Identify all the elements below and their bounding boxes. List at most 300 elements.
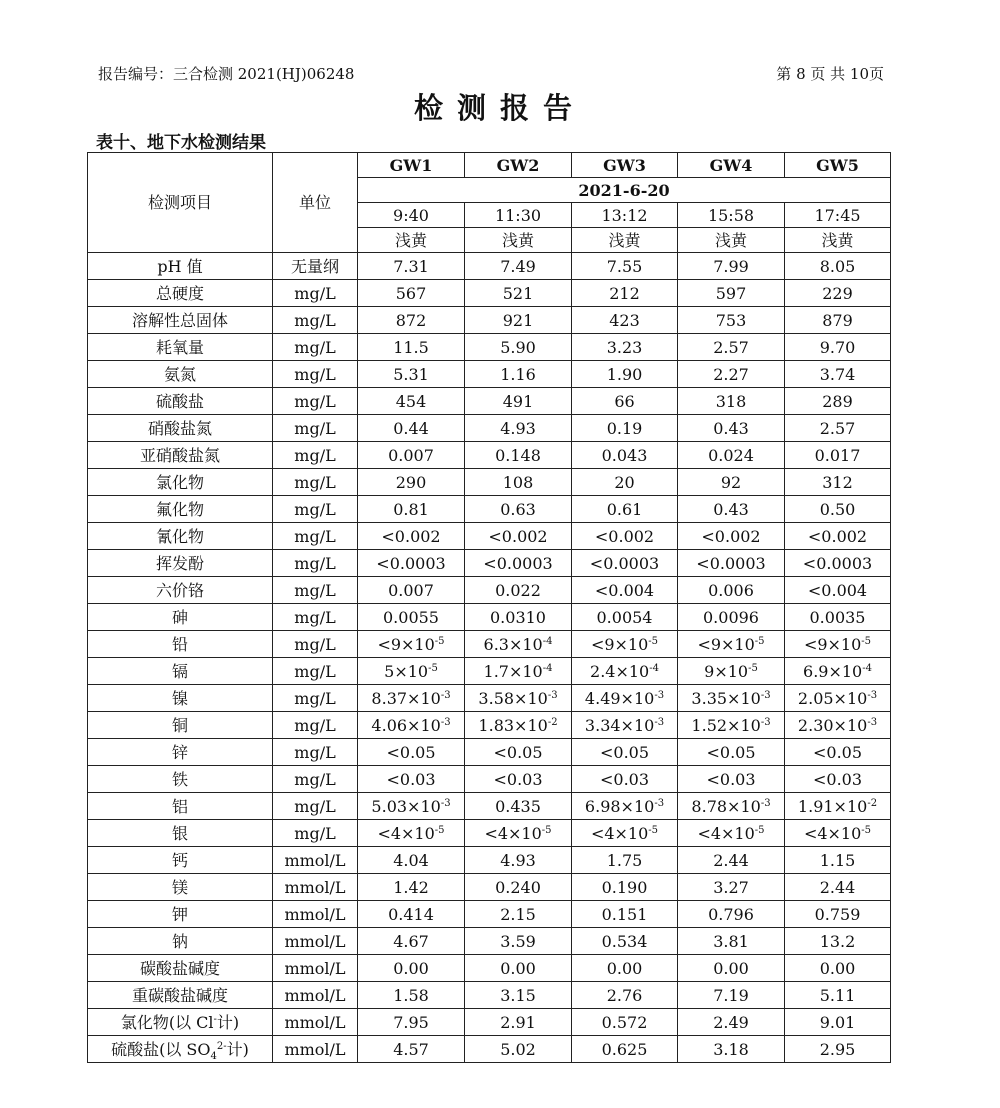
- sample-color: 浅黄: [572, 228, 678, 253]
- result-value: [678, 712, 785, 739]
- result-mantissa: <4×10: [484, 823, 542, 843]
- site-gw3: GW3: [572, 153, 678, 178]
- result-value: 753: [678, 307, 785, 334]
- table-row: [88, 280, 891, 307]
- item-name: 钾: [88, 901, 273, 928]
- result-value: 879: [785, 307, 891, 334]
- exponent: -3: [760, 689, 771, 701]
- result-value: <0.004: [785, 577, 891, 604]
- table-row: [88, 523, 891, 550]
- unit: mmol/L: [273, 874, 358, 901]
- result-value: 2.76: [572, 982, 678, 1009]
- result-mantissa: <4×10: [697, 823, 755, 843]
- result-value: [572, 820, 678, 847]
- result-value: 4.93: [465, 847, 572, 874]
- result-value: <0.002: [358, 523, 465, 550]
- unit: mg/L: [273, 658, 358, 685]
- item-name: 氨氮: [88, 361, 273, 388]
- result-value: [572, 712, 678, 739]
- result-value: <0.05: [358, 739, 465, 766]
- result-value: 7.55: [572, 253, 678, 280]
- unit: mg/L: [273, 631, 358, 658]
- table-row: [88, 253, 891, 280]
- result-value: [785, 631, 891, 658]
- result-mantissa: <4×10: [590, 823, 649, 843]
- result-mantissa: 8.78×10: [691, 796, 761, 816]
- result-value: 0.00: [572, 955, 678, 982]
- item-name: 铁: [88, 766, 273, 793]
- result-mantissa: 8.37×10: [371, 688, 441, 708]
- unit: mg/L: [273, 820, 358, 847]
- table-caption: 表十、地下水检测结果: [96, 133, 266, 153]
- groundwater-results-table: [87, 152, 891, 1063]
- exponent: -3: [654, 797, 665, 809]
- result-value: 5.11: [785, 982, 891, 1009]
- result-mantissa: 4.49×10: [584, 688, 655, 708]
- result-value: 0.017: [785, 442, 891, 469]
- result-value: 3.59: [465, 928, 572, 955]
- table-row: [88, 874, 891, 901]
- item-name: 砷: [88, 604, 273, 631]
- result-value: 2.15: [465, 901, 572, 928]
- page-number: 第 8 页 共 10页: [776, 65, 884, 83]
- result-value: [358, 631, 465, 658]
- result-mantissa: 2.4×10: [590, 661, 650, 681]
- table-row: [88, 469, 891, 496]
- result-value: <0.0003: [785, 550, 891, 577]
- result-value: [678, 685, 785, 712]
- result-value: 0.414: [358, 901, 465, 928]
- result-value: 0.44: [358, 415, 465, 442]
- result-value: 0.151: [572, 901, 678, 928]
- result-value: 0.43: [678, 415, 785, 442]
- exponent: -5: [861, 635, 872, 647]
- sample-color: 浅黄: [358, 228, 465, 253]
- result-value: 1.58: [358, 982, 465, 1009]
- result-mantissa: 4.06×10: [371, 715, 441, 735]
- item-name: 镁: [88, 874, 273, 901]
- table-row: [88, 415, 891, 442]
- result-value: 2.57: [785, 415, 891, 442]
- item-name: 挥发酚: [88, 550, 273, 577]
- result-value: 1.75: [572, 847, 678, 874]
- result-value: 1.90: [572, 361, 678, 388]
- table-row: [88, 982, 891, 1009]
- result-value: 0.024: [678, 442, 785, 469]
- unit: 无量纲: [273, 253, 358, 280]
- item-name: 铝: [88, 793, 273, 820]
- exponent: -3: [760, 797, 771, 809]
- result-value: 0.625: [572, 1036, 678, 1063]
- result-value: 0.0055: [358, 604, 465, 631]
- site-gw2: GW2: [465, 153, 572, 178]
- result-value: 108: [465, 469, 572, 496]
- unit: mg/L: [273, 793, 358, 820]
- result-value: [785, 820, 891, 847]
- result-value: 7.49: [465, 253, 572, 280]
- result-mantissa: 1.83×10: [478, 715, 548, 735]
- exponent: -2: [547, 716, 558, 728]
- item-name: [88, 1036, 273, 1063]
- result-value: 5.31: [358, 361, 465, 388]
- result-value: [358, 658, 465, 685]
- result-value: 229: [785, 280, 891, 307]
- unit: mmol/L: [273, 1036, 358, 1063]
- exponent: -5: [754, 824, 765, 836]
- result-value: 7.95: [358, 1009, 465, 1036]
- result-value: 0.796: [678, 901, 785, 928]
- result-value: 921: [465, 307, 572, 334]
- result-value: 290: [358, 469, 465, 496]
- site-gw5: GW5: [785, 153, 891, 178]
- item-name: 银: [88, 820, 273, 847]
- item-name: [88, 1009, 273, 1036]
- result-value: 7.19: [678, 982, 785, 1009]
- table-row: [88, 1009, 891, 1036]
- unit: mmol/L: [273, 847, 358, 874]
- result-value: 0.240: [465, 874, 572, 901]
- unit: mg/L: [273, 361, 358, 388]
- result-value: <0.002: [572, 523, 678, 550]
- result-value: 66: [572, 388, 678, 415]
- exponent: -5: [754, 635, 765, 647]
- item-name-text: 计): [216, 1012, 240, 1032]
- result-mantissa: 9×10: [704, 661, 749, 681]
- result-value: [678, 658, 785, 685]
- item-name-text: 硫酸盐(以 SO: [111, 1039, 211, 1059]
- result-value: <0.05: [465, 739, 572, 766]
- result-value: 3.23: [572, 334, 678, 361]
- exponent: -3: [654, 716, 665, 728]
- table-row: [88, 658, 891, 685]
- result-value: [572, 631, 678, 658]
- sampling-time: 9:40: [358, 203, 465, 228]
- unit: mg/L: [273, 415, 358, 442]
- result-value: [678, 820, 785, 847]
- result-value: 0.022: [465, 577, 572, 604]
- result-value: 0.00: [785, 955, 891, 982]
- exponent: -5: [648, 635, 659, 647]
- result-value: 3.81: [678, 928, 785, 955]
- result-value: <0.03: [572, 766, 678, 793]
- exponent: -4: [542, 635, 553, 647]
- result-value: 872: [358, 307, 465, 334]
- result-value: [572, 793, 678, 820]
- result-value: 0.0035: [785, 604, 891, 631]
- item-name: 重碳酸盐碱度: [88, 982, 273, 1009]
- sampling-time: 15:58: [678, 203, 785, 228]
- sampling-time: 13:12: [572, 203, 678, 228]
- exponent: -3: [440, 797, 451, 809]
- table-row: [88, 928, 891, 955]
- result-value: 4.93: [465, 415, 572, 442]
- unit: mmol/L: [273, 1009, 358, 1036]
- result-mantissa: 3.34×10: [584, 715, 655, 735]
- result-value: 0.00: [358, 955, 465, 982]
- result-value: [572, 685, 678, 712]
- item-name: 耗氧量: [88, 334, 273, 361]
- table-row: [88, 712, 891, 739]
- exponent: -5: [541, 824, 552, 836]
- result-value: 0.572: [572, 1009, 678, 1036]
- result-value: [785, 685, 891, 712]
- unit: mg/L: [273, 739, 358, 766]
- table-row: [88, 793, 891, 820]
- result-value: 2.95: [785, 1036, 891, 1063]
- result-value: 20: [572, 469, 678, 496]
- site-gw4: GW4: [678, 153, 785, 178]
- sample-color: 浅黄: [785, 228, 891, 253]
- result-value: 312: [785, 469, 891, 496]
- unit: mmol/L: [273, 901, 358, 928]
- result-mantissa: <9×10: [590, 634, 649, 654]
- exponent: -3: [867, 689, 878, 701]
- result-value: 4.04: [358, 847, 465, 874]
- result-value: [785, 658, 891, 685]
- result-value: 2.57: [678, 334, 785, 361]
- result-value: 0.61: [572, 496, 678, 523]
- result-value: [785, 793, 891, 820]
- result-value: <0.002: [678, 523, 785, 550]
- result-value: 3.15: [465, 982, 572, 1009]
- sample-color: 浅黄: [678, 228, 785, 253]
- unit: mg/L: [273, 496, 358, 523]
- exponent: -4: [542, 662, 553, 674]
- unit: mg/L: [273, 604, 358, 631]
- result-value: 8.05: [785, 253, 891, 280]
- result-value: <0.0003: [572, 550, 678, 577]
- result-value: 0.043: [572, 442, 678, 469]
- item-name: 镍: [88, 685, 273, 712]
- unit: mg/L: [273, 766, 358, 793]
- result-value: 521: [465, 280, 572, 307]
- result-value: [465, 658, 572, 685]
- table-row: [88, 1036, 891, 1063]
- item-name: 氯化物: [88, 469, 273, 496]
- result-value: 0.006: [678, 577, 785, 604]
- table-row: [88, 901, 891, 928]
- result-mantissa: 1.7×10: [483, 661, 543, 681]
- item-name: 钠: [88, 928, 273, 955]
- result-value: 0.00: [678, 955, 785, 982]
- exponent: -5: [428, 662, 438, 674]
- result-value: 1.16: [465, 361, 572, 388]
- result-value: <0.05: [572, 739, 678, 766]
- result-mantissa: <4×10: [803, 823, 862, 843]
- result-value: 0.19: [572, 415, 678, 442]
- result-value: 0.435: [465, 793, 572, 820]
- exponent: -3: [760, 716, 771, 728]
- result-value: 1.42: [358, 874, 465, 901]
- exponent: -5: [748, 662, 758, 674]
- result-value: 0.63: [465, 496, 572, 523]
- result-value: [465, 631, 572, 658]
- result-value: [358, 712, 465, 739]
- result-value: [358, 820, 465, 847]
- item-name: 镉: [88, 658, 273, 685]
- result-value: <0.0003: [358, 550, 465, 577]
- result-mantissa: 6.98×10: [584, 796, 655, 816]
- item-name: 碳酸盐碱度: [88, 955, 273, 982]
- result-value: <0.03: [678, 766, 785, 793]
- result-value: <0.05: [678, 739, 785, 766]
- header-item: 检测项目: [88, 153, 273, 253]
- result-value: [465, 685, 572, 712]
- result-value: 0.0310: [465, 604, 572, 631]
- unit: mg/L: [273, 280, 358, 307]
- unit: mg/L: [273, 577, 358, 604]
- table-row: [88, 685, 891, 712]
- unit: mmol/L: [273, 928, 358, 955]
- exponent: -3: [547, 689, 558, 701]
- item-name: 氟化物: [88, 496, 273, 523]
- site-gw1: GW1: [358, 153, 465, 178]
- item-name: 锌: [88, 739, 273, 766]
- result-value: <0.03: [785, 766, 891, 793]
- result-value: 0.43: [678, 496, 785, 523]
- result-mantissa: 6.3×10: [483, 634, 543, 654]
- table-row: [88, 766, 891, 793]
- exponent: -5: [861, 824, 872, 836]
- table-row: [88, 496, 891, 523]
- result-value: [678, 631, 785, 658]
- result-value: 0.007: [358, 577, 465, 604]
- sampling-date: 2021-6-20: [358, 178, 891, 203]
- result-value: <0.002: [465, 523, 572, 550]
- report-number: 报告编号：三合检测 2021(HJ)06248: [98, 65, 355, 83]
- result-value: <0.0003: [465, 550, 572, 577]
- result-mantissa: 5.03×10: [371, 796, 441, 816]
- item-name: 溶解性总固体: [88, 307, 273, 334]
- table-row: [88, 577, 891, 604]
- result-value: 0.007: [358, 442, 465, 469]
- result-value: 2.44: [678, 847, 785, 874]
- result-value: 1.15: [785, 847, 891, 874]
- result-mantissa: 2.30×10: [797, 715, 868, 735]
- result-value: 4.67: [358, 928, 465, 955]
- sampling-time: 17:45: [785, 203, 891, 228]
- exponent: -3: [654, 689, 665, 701]
- result-value: 0.0096: [678, 604, 785, 631]
- result-value: 0.534: [572, 928, 678, 955]
- result-mantissa: <4×10: [377, 823, 435, 843]
- result-value: 13.2: [785, 928, 891, 955]
- result-value: 9.70: [785, 334, 891, 361]
- unit: mg/L: [273, 685, 358, 712]
- unit: mg/L: [273, 388, 358, 415]
- exponent: -5: [648, 824, 659, 836]
- exponent: -3: [440, 689, 451, 701]
- result-value: <0.002: [785, 523, 891, 550]
- header-unit: 单位: [273, 153, 358, 253]
- unit: mg/L: [273, 523, 358, 550]
- unit: mmol/L: [273, 982, 358, 1009]
- exponent: -5: [434, 824, 445, 836]
- table-row: [88, 334, 891, 361]
- table-row: [88, 847, 891, 874]
- result-value: 423: [572, 307, 678, 334]
- subscript: 4: [210, 1050, 217, 1062]
- item-name: 硝酸盐氮: [88, 415, 273, 442]
- table-row: [88, 820, 891, 847]
- result-value: <0.03: [465, 766, 572, 793]
- exponent: -: [213, 1013, 217, 1025]
- table-row: [88, 361, 891, 388]
- exponent: -3: [867, 716, 878, 728]
- result-value: <0.004: [572, 577, 678, 604]
- sampling-time: 11:30: [465, 203, 572, 228]
- item-name: 钙: [88, 847, 273, 874]
- result-value: [678, 793, 785, 820]
- header-row-sites: [88, 153, 891, 178]
- result-value: 318: [678, 388, 785, 415]
- result-value: 0.50: [785, 496, 891, 523]
- result-value: 3.74: [785, 361, 891, 388]
- exponent: 2-: [216, 1040, 227, 1052]
- result-value: 3.27: [678, 874, 785, 901]
- report-title: 检测报告: [413, 91, 586, 125]
- result-mantissa: <9×10: [377, 634, 435, 654]
- item-name: 氰化物: [88, 523, 273, 550]
- result-value: 9.01: [785, 1009, 891, 1036]
- result-value: <0.05: [785, 739, 891, 766]
- unit: mg/L: [273, 442, 358, 469]
- result-value: 597: [678, 280, 785, 307]
- result-value: 491: [465, 388, 572, 415]
- result-value: 0.148: [465, 442, 572, 469]
- result-value: [465, 820, 572, 847]
- table-row: [88, 307, 891, 334]
- result-value: 7.31: [358, 253, 465, 280]
- result-value: <0.03: [358, 766, 465, 793]
- result-value: 0.190: [572, 874, 678, 901]
- result-value: 454: [358, 388, 465, 415]
- item-name-text: 氯化物(以 Cl: [120, 1012, 214, 1032]
- item-name-text: 计): [226, 1039, 249, 1059]
- result-value: 11.5: [358, 334, 465, 361]
- unit: mmol/L: [273, 955, 358, 982]
- result-value: 5.90: [465, 334, 572, 361]
- item-name: 六价铬: [88, 577, 273, 604]
- unit: mg/L: [273, 712, 358, 739]
- result-value: <0.0003: [678, 550, 785, 577]
- result-value: [358, 793, 465, 820]
- result-mantissa: 2.05×10: [797, 688, 868, 708]
- result-value: 0.0054: [572, 604, 678, 631]
- exponent: -5: [434, 635, 445, 647]
- result-mantissa: 6.9×10: [803, 661, 863, 681]
- exponent: -4: [649, 662, 659, 674]
- unit: mg/L: [273, 469, 358, 496]
- table-row: [88, 955, 891, 982]
- item-name: 铅: [88, 631, 273, 658]
- exponent: -4: [862, 662, 872, 674]
- result-mantissa: 1.91×10: [797, 796, 868, 816]
- sample-color: 浅黄: [465, 228, 572, 253]
- result-value: 0.00: [465, 955, 572, 982]
- table-row: [88, 631, 891, 658]
- result-value: 212: [572, 280, 678, 307]
- result-value: [358, 685, 465, 712]
- result-value: 2.49: [678, 1009, 785, 1036]
- item-name: 总硬度: [88, 280, 273, 307]
- result-value: 3.18: [678, 1036, 785, 1063]
- table-row: [88, 550, 891, 577]
- result-mantissa: <9×10: [803, 634, 862, 654]
- result-mantissa: <9×10: [697, 634, 755, 654]
- result-value: 2.91: [465, 1009, 572, 1036]
- result-value: 5.02: [465, 1036, 572, 1063]
